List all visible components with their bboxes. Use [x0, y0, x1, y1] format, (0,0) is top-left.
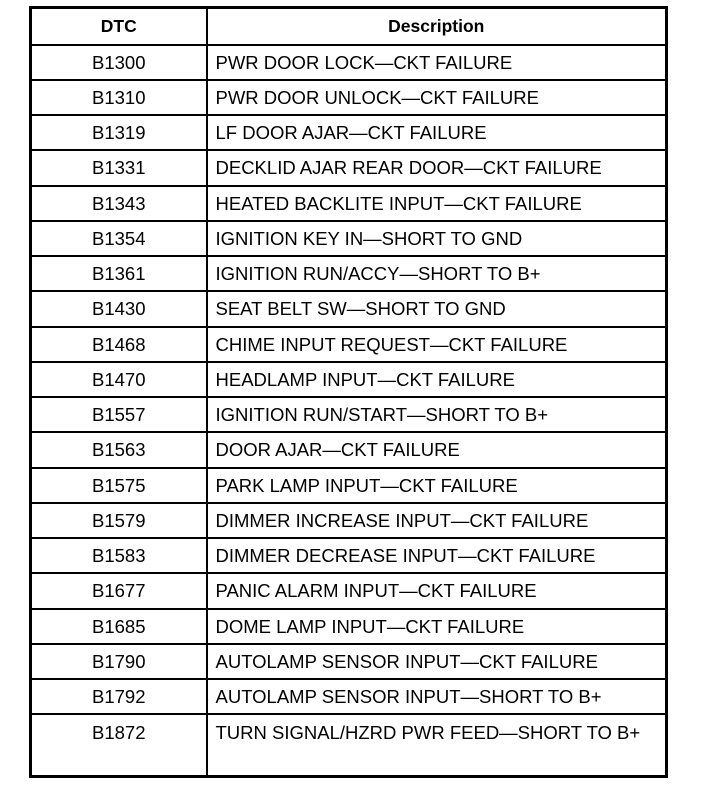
dtc-description: DOME LAMP INPUT—CKT FAILURE: [207, 609, 667, 644]
table-row: [31, 468, 667, 503]
dtc-description: IGNITION RUN/START—SHORT TO B+: [207, 397, 667, 432]
dtc-description: PANIC ALARM INPUT—CKT FAILURE: [207, 573, 667, 608]
dtc-description: AUTOLAMP SENSOR INPUT—CKT FAILURE: [207, 644, 667, 679]
table-row: [31, 573, 667, 608]
dtc-code: B1470: [31, 362, 207, 397]
dtc-description: CHIME INPUT REQUEST—CKT FAILURE: [207, 327, 667, 362]
dtc-code: B1300: [31, 45, 207, 80]
table-row: [31, 714, 667, 776]
dtc-code: B1685: [31, 609, 207, 644]
dtc-table: [29, 6, 668, 778]
table-row: [31, 221, 667, 256]
table-row: [31, 291, 667, 326]
dtc-code: B1331: [31, 150, 207, 185]
dtc-description: LF DOOR AJAR—CKT FAILURE: [207, 115, 667, 150]
dtc-description: IGNITION KEY IN—SHORT TO GND: [207, 221, 667, 256]
dtc-description: PARK LAMP INPUT—CKT FAILURE: [207, 468, 667, 503]
table-row: [31, 186, 667, 221]
dtc-description: IGNITION RUN/ACCY—SHORT TO B+: [207, 256, 667, 291]
dtc-code: B1343: [31, 186, 207, 221]
table-row: [31, 327, 667, 362]
table-row: [31, 80, 667, 115]
dtc-code: B1677: [31, 573, 207, 608]
dtc-description: DOOR AJAR—CKT FAILURE: [207, 432, 667, 467]
dtc-description: TURN SIGNAL/HZRD PWR FEED—SHORT TO B+: [207, 714, 667, 776]
dtc-code: B1583: [31, 538, 207, 573]
table-row: [31, 397, 667, 432]
dtc-description: HEATED BACKLITE INPUT—CKT FAILURE: [207, 186, 667, 221]
dtc-description: DIMMER DECREASE INPUT—CKT FAILURE: [207, 538, 667, 573]
dtc-code: B1563: [31, 432, 207, 467]
dtc-code: B1468: [31, 327, 207, 362]
header-description: Description: [207, 8, 667, 45]
table-row: [31, 609, 667, 644]
dtc-code: B1361: [31, 256, 207, 291]
dtc-code: B1354: [31, 221, 207, 256]
dtc-code: B1310: [31, 80, 207, 115]
table-row: [31, 679, 667, 714]
table-row: [31, 150, 667, 185]
table-row: [31, 432, 667, 467]
dtc-code: B1792: [31, 679, 207, 714]
table-row: [31, 538, 667, 573]
dtc-description: DECKLID AJAR REAR DOOR—CKT FAILURE: [207, 150, 667, 185]
dtc-code: B1319: [31, 115, 207, 150]
dtc-description: HEADLAMP INPUT—CKT FAILURE: [207, 362, 667, 397]
dtc-code: B1557: [31, 397, 207, 432]
dtc-description: AUTOLAMP SENSOR INPUT—SHORT TO B+: [207, 679, 667, 714]
dtc-code: B1872: [31, 714, 207, 776]
dtc-code: B1575: [31, 468, 207, 503]
table-row: [31, 644, 667, 679]
dtc-code: B1790: [31, 644, 207, 679]
dtc-description: PWR DOOR LOCK—CKT FAILURE: [207, 45, 667, 80]
header-dtc: DTC: [31, 8, 207, 45]
dtc-code: B1579: [31, 503, 207, 538]
dtc-code: B1430: [31, 291, 207, 326]
header-row: [31, 8, 667, 45]
table-row: [31, 503, 667, 538]
table-row: [31, 115, 667, 150]
dtc-description: DIMMER INCREASE INPUT—CKT FAILURE: [207, 503, 667, 538]
table-row: [31, 256, 667, 291]
dtc-description: SEAT BELT SW—SHORT TO GND: [207, 291, 667, 326]
table-row: [31, 362, 667, 397]
table-row: [31, 45, 667, 80]
dtc-description: PWR DOOR UNLOCK—CKT FAILURE: [207, 80, 667, 115]
